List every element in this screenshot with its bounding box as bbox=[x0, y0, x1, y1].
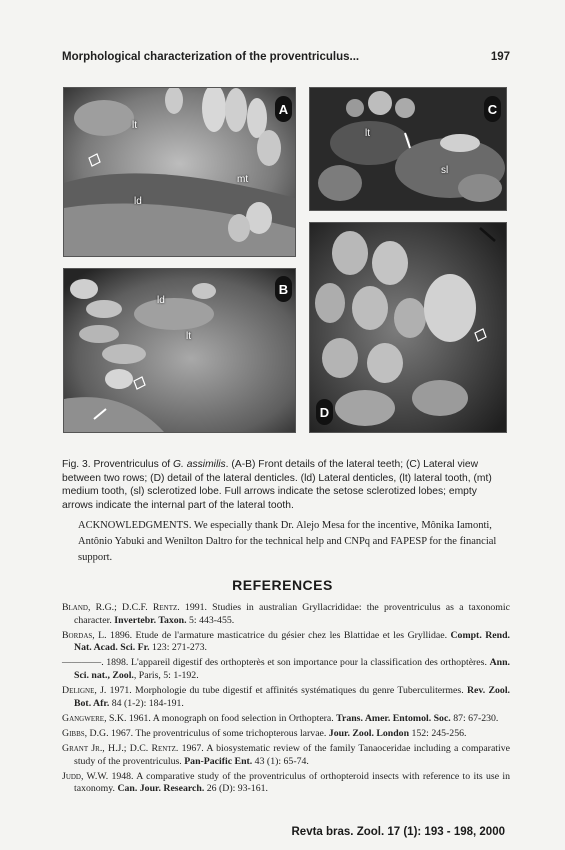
figure-panel-c bbox=[309, 87, 507, 211]
reference-item: Gibbs, D.G. 1967. The proventriculus of some trichopterous larvae. Jour. Zool. London 152: 245-256. bbox=[62, 727, 467, 739]
acknowledgments: ACKNOWLEDGMENTS. We especially thank Dr. Alejo Mesa for the incentive, Mônika Iamonti, Antônio Yabuki and Wenilton Daltro for the technical help and CNPq and FAPESP for the financial support. bbox=[78, 520, 497, 563]
label-lt-c: lt bbox=[365, 128, 370, 139]
figure-panel-b bbox=[63, 268, 296, 433]
running-header bbox=[62, 51, 510, 63]
reference-list bbox=[62, 602, 510, 798]
reference-item: Bordas, L. 1896. Etude de l'armature masticatrice du gésier chez les Blattidae et les Gryllidae. Compt. Rend. Nat. Acad. Sci. Fr. 123: 271-273. bbox=[62, 629, 510, 654]
panel-letter-c: C bbox=[484, 96, 501, 122]
caption-species: G. assimilis bbox=[173, 459, 226, 470]
label-ld-b: ld bbox=[157, 295, 165, 306]
figure-caption bbox=[62, 458, 510, 512]
caption-prefix: Fig. 3. Proventriculus of bbox=[62, 459, 174, 470]
running-title: Morphological characterization of the proventriculus... bbox=[62, 51, 360, 63]
panel-letter-b: B bbox=[275, 276, 292, 302]
journal-footer: Revta bras. Zool. 17 (1): 193 - 198, 2000 bbox=[291, 826, 505, 838]
sem-micrograph-d bbox=[310, 223, 506, 432]
label-mt: mt bbox=[237, 174, 249, 185]
sem-micrograph-a bbox=[64, 88, 295, 256]
reference-item: Bland, R.G.; D.C.F. Rentz. 1991. Studies in australian Gryllacrididae: the proventriculus as a taxonomic character. Invertebr. Taxon. 5: 443-455. bbox=[62, 602, 510, 626]
references-heading: REFERENCES bbox=[232, 577, 333, 593]
figure-panel-d bbox=[309, 222, 507, 433]
sem-micrograph-b bbox=[64, 269, 295, 432]
caption-text: . (A-B) Front details of the lateral teeth; (C) Lateral view between two rows; (D) detail of the lateral denticles. (ld) Lateral denticles, (lt) lateral tooth, (mt) medium tooth, (sl) sclerotized lobe. Full arrows indicate the setose sclerotized lobes; empty arrows indicate the internal part of the lateral tooth. bbox=[62, 459, 492, 511]
figure-panel-a bbox=[63, 87, 296, 257]
panel-letter-a: A bbox=[275, 96, 292, 122]
sem-micrograph-c bbox=[310, 88, 506, 210]
reference-item: Gangwere, S.K. 1961. A monograph on food selection in Orthoptera. Trans. Amer. Entomol. Soc. 87: 67-230. bbox=[62, 712, 499, 724]
reference-item: Judd, W.W. 1948. A comparative study of the proventriculus of orthopteroid insects with reference to its use in taxonomy. Can. Jour. Research. 26 (D): 93-161. bbox=[62, 770, 511, 795]
reference-item: ————. 1898. L'appareil digestif des orthopterès et son importance pour la classification des orthoptères. Ann. Sci. nat., Zool., Paris, 5: 1-192. bbox=[62, 657, 510, 681]
reference-item: Deligne, J. 1971. Morphologie du tube digestif et affinités systématiques du genre Tuberculitermes. Rev. Zool. Bot. Afr. 84 (1-2): 184-191. bbox=[62, 685, 510, 709]
label-lt: lt bbox=[132, 120, 137, 131]
reference-item: Grant Jr., H.J.; D.C. Rentz. 1967. A biosystematic review of the family Tanaoceridae including a comparative study of the proventriculus. Pan-Pacific Ent. 43 (1): 65-74. bbox=[62, 742, 510, 767]
label-ld: ld bbox=[134, 196, 142, 207]
label-sl: sl bbox=[441, 165, 449, 176]
label-lt-b: lt bbox=[186, 331, 191, 342]
panel-letter-d: D bbox=[316, 399, 333, 425]
page-number: 197 bbox=[490, 51, 510, 63]
